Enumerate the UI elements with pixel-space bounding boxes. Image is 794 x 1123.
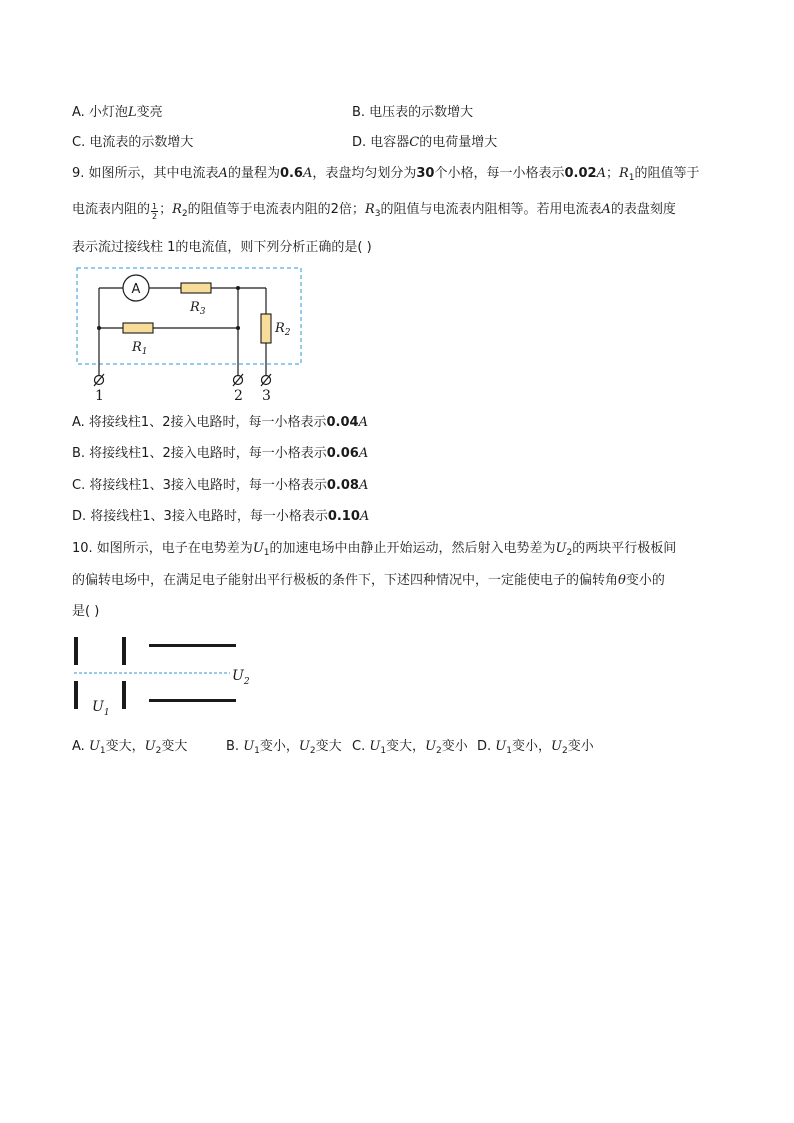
junction-dot — [236, 326, 240, 330]
q8-option-b: B. 电压表的示数增大 — [352, 105, 474, 120]
q9-option-a: A. 将接线柱1、2接入电路时，每一小格表示0.04A — [72, 415, 368, 430]
q8-option-d: D. 电容器C的电荷量增大 — [352, 135, 498, 150]
accelerating-plate-right-top — [122, 637, 126, 665]
terminal-3-label: 3 — [262, 388, 271, 404]
accelerating-plate-right-bottom — [122, 681, 126, 709]
ammeter-label: A — [131, 282, 141, 297]
r3-label: $R_3$ — [190, 300, 206, 317]
q10-stem-line-2: 的偏转电场中，在满足电子能射出平行极板的条件下，下述四种情况中，一定能使电子的偏转角θ变小的 — [72, 573, 665, 588]
deflection-diagram — [70, 632, 260, 724]
deflection-plate-bottom — [149, 699, 236, 702]
junction-dot — [236, 286, 240, 290]
q9-option-d: D. 将接线柱1、3接入电路时，每一小格表示0.10A — [72, 509, 370, 524]
q8-option-a: A. 小灯泡L变亮 — [72, 105, 163, 120]
terminal-2-label: 2 — [234, 388, 243, 404]
terminal-1-label: 1 — [95, 388, 104, 404]
resistor-r2 — [261, 314, 271, 343]
junction-dot — [97, 326, 101, 330]
resistor-r1 — [123, 323, 153, 333]
r1-label: $R_1$ — [132, 340, 148, 357]
q10-option-c: C. $U_1$变大，$U_2$变小 — [352, 739, 468, 756]
q10-option-b: B. $U_1$变小，$U_2$变大 — [226, 739, 342, 756]
resistor-r3 — [181, 283, 211, 293]
q10-option-d: D. $U_1$变小，$U_2$变小 — [477, 739, 594, 756]
q10-stem-line-1: 10. 如图所示，电子在电势差为$U_1$的加速电场中由静止开始运动，然后射入电势差为$U_2$的两块平行极板间 — [72, 541, 677, 558]
accelerating-plate-left-bottom — [74, 681, 78, 709]
u1-label: $U_1$ — [92, 699, 110, 718]
u2-label: $U_2$ — [232, 668, 250, 687]
q9-option-b: B. 将接线柱1、2接入电路时，每一小格表示0.06A — [72, 446, 369, 461]
circuit-diagram — [70, 266, 310, 406]
q8-option-c: C. 电流表的示数增大 — [72, 135, 194, 150]
fraction-one-half: $\frac{1}{2}$ — [152, 202, 158, 221]
q10-option-a: A. $U_1$变大，$U_2$变大 — [72, 739, 188, 756]
q10-stem-line-3: 是( ) — [72, 604, 100, 619]
q9-stem-line-2: 电流表内阻的 $\frac{1}{2}$ ；$R_2$的阻值等于电流表内阻的2倍；$R_3$的阻值与电流表内阻相等。若用电流表A的表盘刻度 — [72, 202, 676, 221]
accelerating-plate-left-top — [74, 637, 78, 665]
r2-label: $R_2$ — [275, 321, 291, 338]
q9-stem-line-1: 9. 如图所示，其中电流表A的量程为0.6A，表盘均匀划分为30个小格，每一小格表示0.02A；$R_1$的阻值等于 — [72, 166, 700, 183]
q9-option-c: C. 将接线柱1、3接入电路时，每一小格表示0.08A — [72, 478, 369, 493]
deflection-plate-top — [149, 644, 236, 647]
q9-stem-line-3: 表示流过接线柱 1的电流值，则下列分析正确的是( ) — [72, 240, 372, 255]
